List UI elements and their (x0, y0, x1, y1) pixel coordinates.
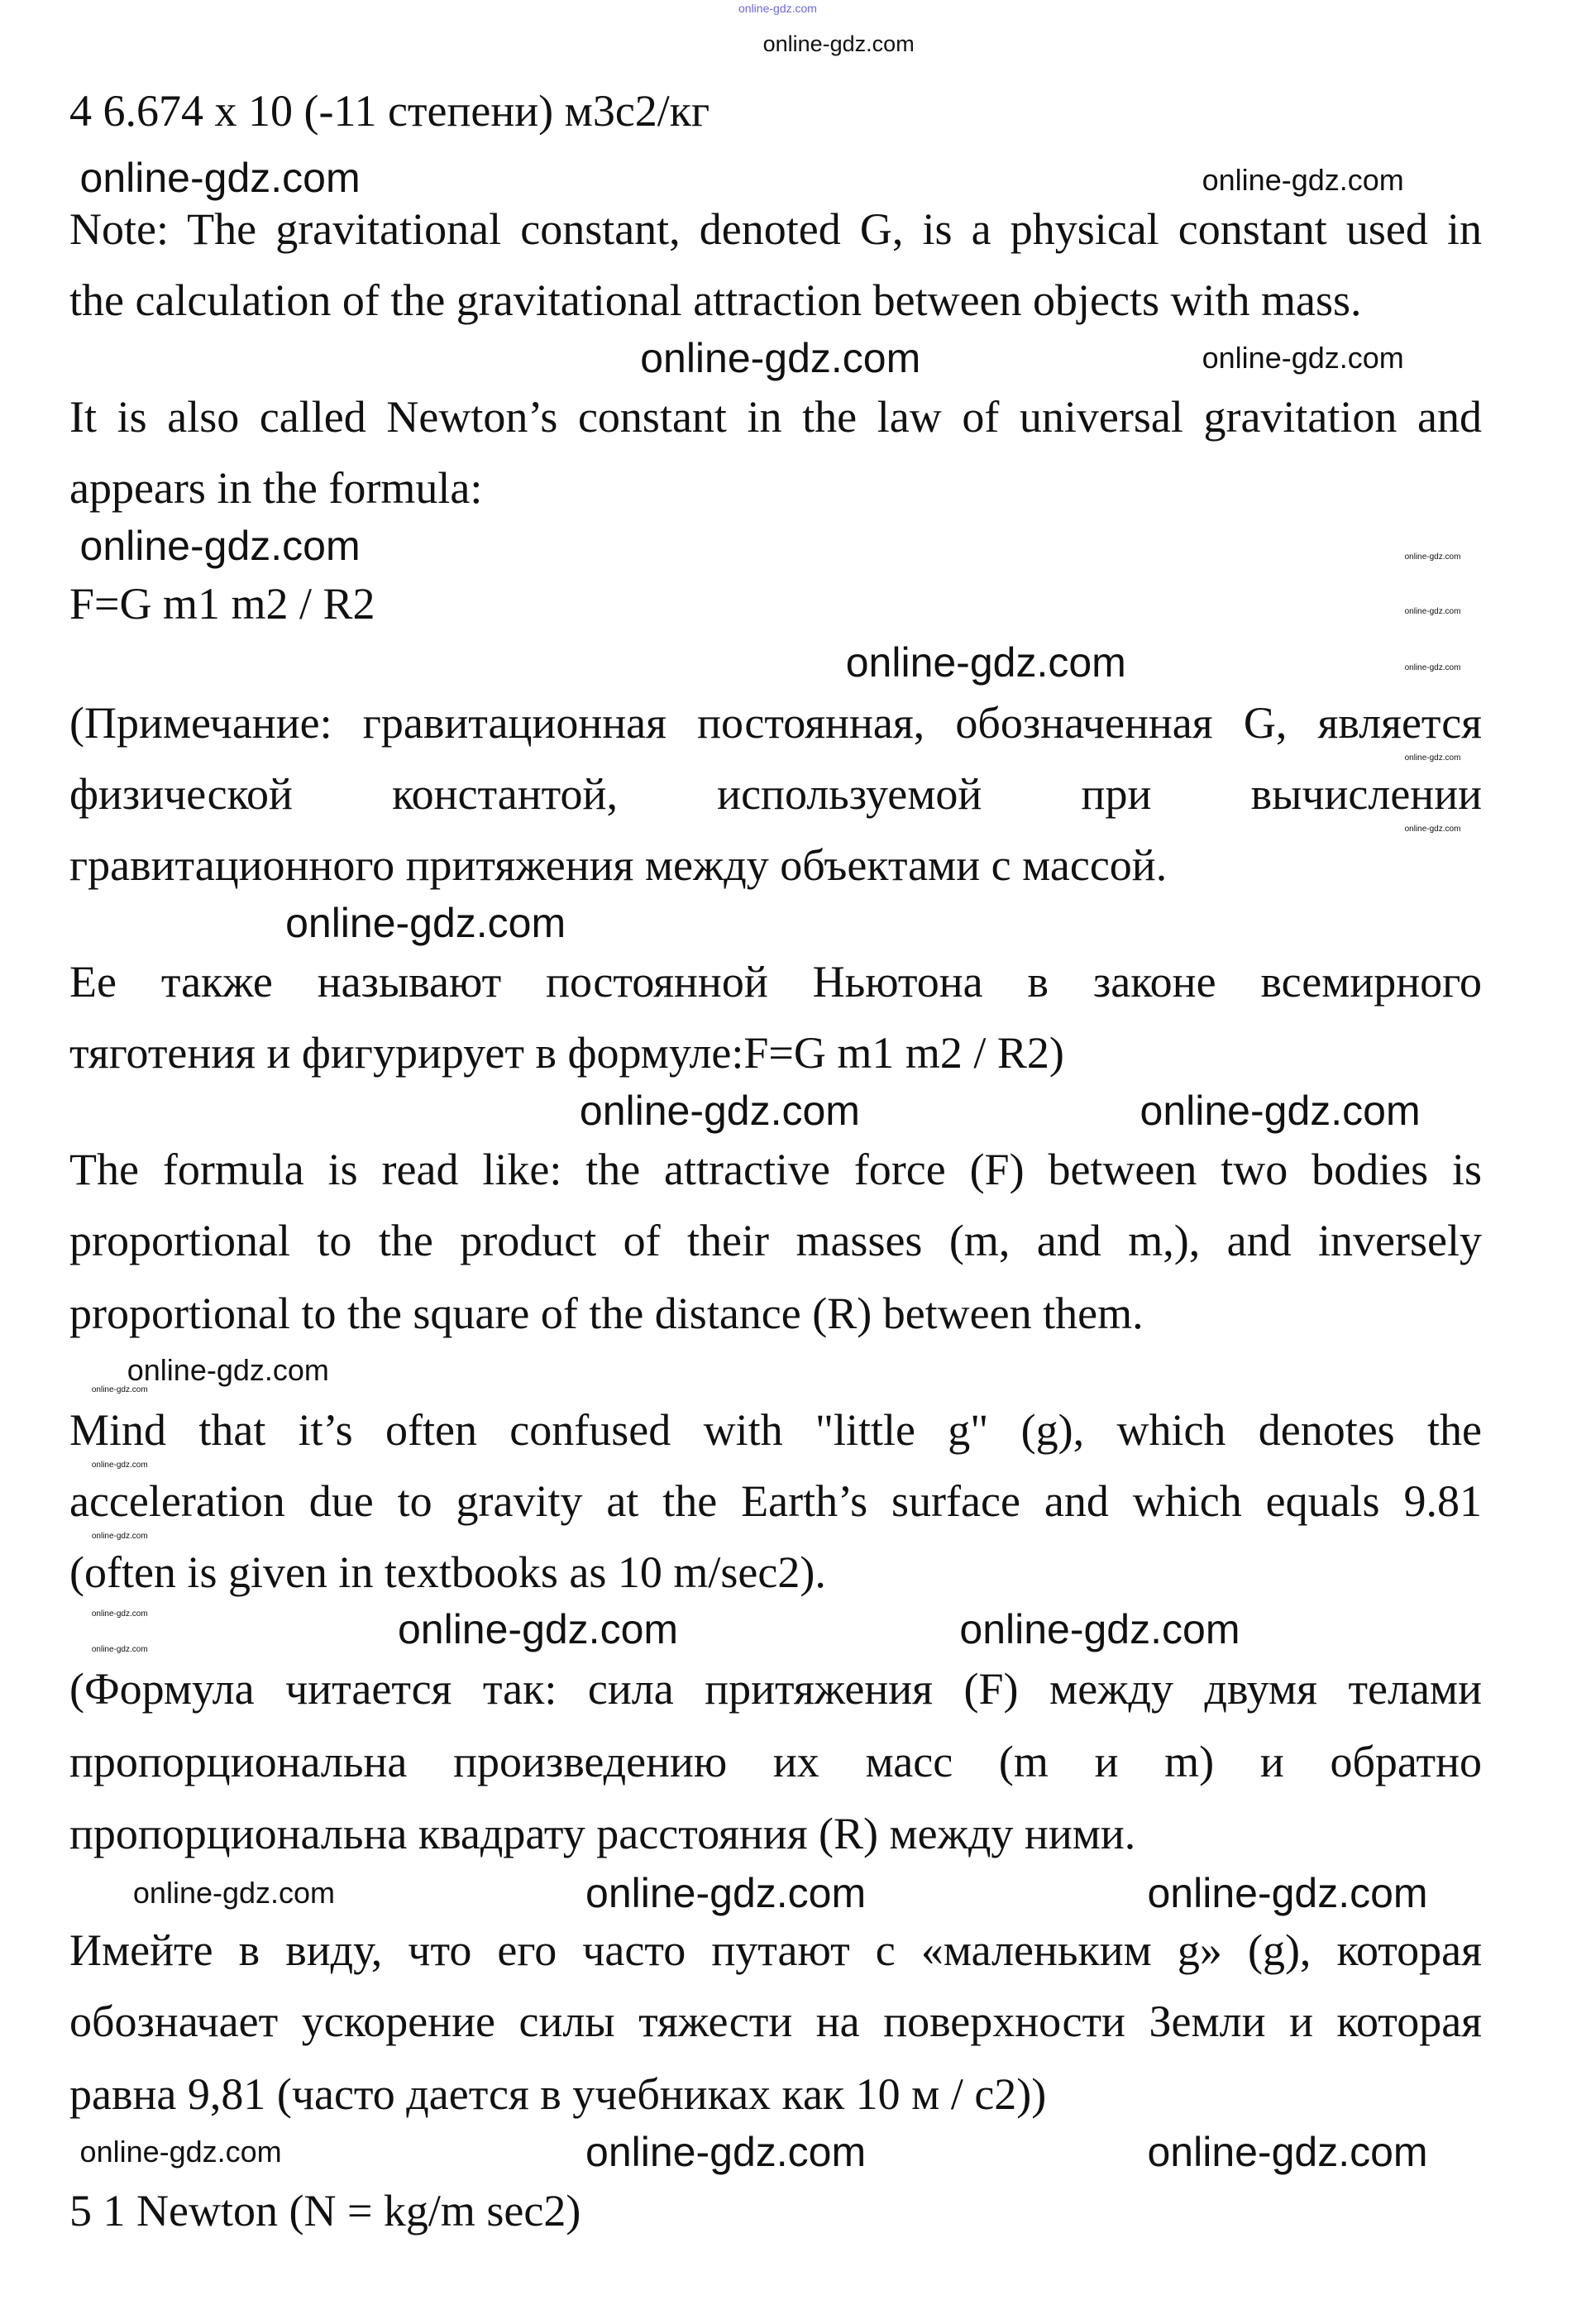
watermark: online-gdz.com (579, 1087, 860, 1134)
watermark: online-gdz.com (1404, 607, 1461, 617)
text-line: F=G m1 m2 / R2 (69, 578, 375, 629)
watermark: online-gdz.com (285, 899, 566, 946)
text-line: пропорциональна квадрату расстояния (R) между ними. (69, 1809, 1136, 1859)
text-line: Mind that it’s often confused with "little g" (g), which denotes the (69, 1404, 1482, 1455)
watermark: online-gdz.com (91, 1531, 148, 1541)
text-line: Note: The gravitational constant, denoted G, is a physical constant used in (69, 204, 1482, 255)
watermark: online-gdz.com (397, 1606, 679, 1653)
watermark: online-gdz.com (1202, 163, 1404, 198)
watermark: online-gdz.com (640, 334, 921, 381)
text-line: пропорциональна произведению их масс (m и m) и обратно (69, 1736, 1482, 1786)
watermark: online-gdz.com (585, 1869, 867, 1916)
watermark: online-gdz.com (1202, 340, 1404, 375)
watermark: online-gdz.com (585, 2128, 867, 2175)
text-line: обозначает ускорение силы тяжести на поверхности Земли и которая (69, 1996, 1482, 2047)
watermark: online-gdz.com (1140, 1087, 1421, 1134)
header-watermark: online-gdz.com (738, 2, 817, 15)
watermark: online-gdz.com (1147, 1869, 1428, 1916)
watermark: online-gdz.com (91, 1609, 148, 1619)
watermark: online-gdz.com (1147, 2128, 1428, 2175)
text-line: Ее также называют постоянной Ньютона в законе всемирного (69, 957, 1482, 1007)
watermark: online-gdz.com (91, 1460, 148, 1470)
text-line: (Формула читается так: сила притяжения (F) между двумя телами (69, 1663, 1482, 1714)
watermark: online-gdz.com (127, 1353, 329, 1388)
text-line: appears in the formula: (69, 463, 483, 514)
text-line: proportional to the square of the distance (R) between them. (69, 1288, 1144, 1338)
text-line: (often is given in textbooks as 10 m/sec2). (69, 1547, 826, 1597)
watermark: online-gdz.com (91, 1645, 148, 1655)
text-line: тяготения и фигурирует в формуле:F=G m1 m2 / R2) (69, 1028, 1064, 1078)
text-line: гравитационного притяжения между объектами с массой. (69, 839, 1168, 890)
text-line: 5 1 Newton (N = kg/m sec2) (69, 2186, 581, 2236)
text-line: The formula is read like: the attractive force (F) between two bodies is (69, 1145, 1482, 1195)
watermark: online-gdz.com (79, 154, 361, 201)
text-line: proportional to the product of their masses (m, and m,), and inversely (69, 1216, 1482, 1266)
text-line: acceleration due to gravity at the Earth’s surface and which equals 9.81 (69, 1475, 1482, 1526)
watermark: online-gdz.com (1404, 753, 1461, 763)
watermark: online-gdz.com (762, 31, 915, 57)
text-line: Имейте в виду, что его часто путают с «маленьким g» (g), которая (69, 1925, 1482, 1976)
text-line: It is also called Newton’s constant in the law of universal gravitation and (69, 392, 1482, 442)
text-line: 4 6.674 x 10 (-11 степени) м3с2/кг (69, 86, 710, 136)
watermark: online-gdz.com (845, 639, 1126, 686)
watermark: online-gdz.com (79, 2134, 282, 2169)
watermark: online-gdz.com (91, 1384, 148, 1394)
text-line: the calculation of the gravitational attraction between objects with mass. (69, 275, 1362, 325)
watermark: online-gdz.com (1404, 663, 1461, 673)
text-line: (Примечание: гравитационная постоянная, обозначенная G, является (69, 698, 1482, 748)
watermark: online-gdz.com (79, 522, 361, 569)
watermark: online-gdz.com (959, 1606, 1240, 1653)
watermark: online-gdz.com (1404, 552, 1461, 562)
text-line: физической константой, используемой при вычислении (69, 769, 1482, 820)
watermark: online-gdz.com (132, 1875, 336, 1910)
watermark: online-gdz.com (1404, 825, 1461, 834)
text-line: равна 9,81 (часто дается в учебниках как 10 м / с2)) (69, 2068, 1047, 2119)
